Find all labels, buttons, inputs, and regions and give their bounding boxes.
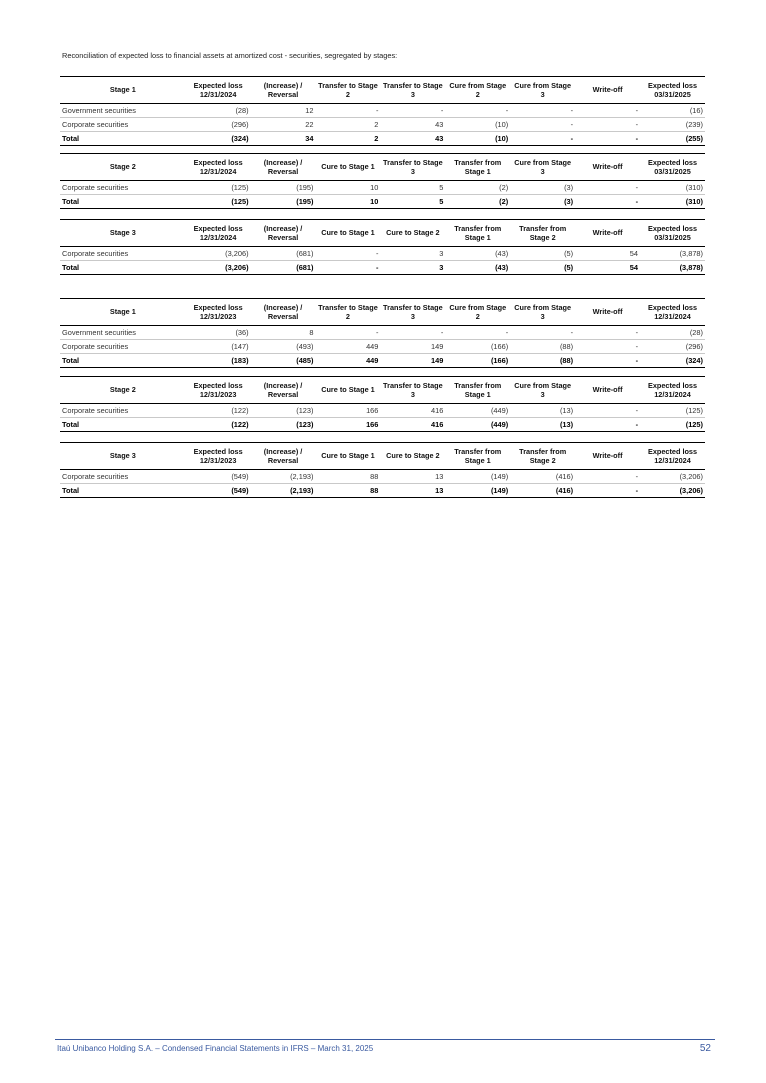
- table-cell: 449: [316, 340, 381, 354]
- table-cell: (3,206): [186, 247, 251, 261]
- total-cell: 166: [316, 418, 381, 432]
- total-cell: 449: [316, 354, 381, 368]
- total-row: [60, 484, 705, 498]
- total-cell: (449): [445, 418, 510, 432]
- column-header: Cure to Stage 1: [321, 385, 375, 395]
- column-header: Transfer from Stage 1: [454, 157, 502, 176]
- total-cell: 10: [316, 195, 381, 209]
- table-cell: (416): [510, 470, 575, 484]
- total-cell: (2): [445, 195, 510, 209]
- table-cell: 2: [316, 118, 381, 132]
- table-cell: (125): [186, 181, 251, 195]
- column-header: Stage 1: [109, 307, 136, 317]
- column-header: Expected loss 12/31/2024: [193, 157, 243, 176]
- table-cell: 54: [575, 247, 640, 261]
- total-cell: (324): [640, 354, 705, 368]
- table-cell: (36): [186, 326, 251, 340]
- table-cell: (195): [251, 181, 316, 195]
- column-header: Expected loss 03/31/2025: [647, 223, 698, 242]
- table-cell: -: [510, 104, 575, 118]
- column-header: (Increase) / Reversal: [263, 223, 303, 242]
- table-row: [60, 404, 705, 418]
- total-cell: 34: [251, 132, 316, 146]
- total-cell: (10): [445, 132, 510, 146]
- column-header: Expected loss 12/31/2024: [647, 446, 698, 465]
- column-header: Cure to Stage 2: [386, 228, 440, 238]
- total-cell: (2,193): [251, 484, 316, 498]
- total-cell: (122): [186, 418, 251, 432]
- column-header: Transfer to Stage 3: [383, 380, 443, 399]
- column-header: Expected loss 12/31/2024: [647, 302, 698, 321]
- total-row: [60, 261, 705, 275]
- total-cell: 3: [380, 261, 445, 275]
- table-cell: (16): [640, 104, 705, 118]
- total-label: Total: [60, 354, 186, 368]
- table-cell: (681): [251, 247, 316, 261]
- table-cell: -: [575, 340, 640, 354]
- total-cell: (125): [640, 418, 705, 432]
- table-cell: (5): [510, 247, 575, 261]
- total-cell: (5): [510, 261, 575, 275]
- table-row: [60, 340, 705, 354]
- table-cell: 5: [380, 181, 445, 195]
- column-header: Transfer to Stage 3: [383, 80, 443, 99]
- total-cell: (549): [186, 484, 251, 498]
- column-header: Stage 3: [109, 451, 136, 461]
- table-cell: 12: [251, 104, 316, 118]
- column-header: Write-off: [592, 85, 623, 95]
- table-cell: (43): [445, 247, 510, 261]
- table-cell: -: [575, 326, 640, 340]
- column-header: Expected loss 12/31/2024: [647, 380, 698, 399]
- total-label: Total: [60, 261, 186, 275]
- table-cell: (2): [445, 181, 510, 195]
- column-header: Cure to Stage 2: [386, 451, 440, 461]
- total-cell: (166): [445, 354, 510, 368]
- row-label: Corporate securities: [60, 470, 186, 484]
- table-cell: -: [575, 181, 640, 195]
- total-cell: -: [575, 195, 640, 209]
- table-cell: (10): [445, 118, 510, 132]
- table-cell: 166: [316, 404, 381, 418]
- page-number: 52: [699, 1043, 711, 1054]
- table-row: [60, 104, 705, 118]
- column-header: Transfer from Stage 1: [454, 223, 502, 242]
- total-cell: (43): [445, 261, 510, 275]
- column-header: Expected loss 12/31/2023: [193, 446, 243, 465]
- table-cell: (239): [640, 118, 705, 132]
- reconciliation-table: [60, 153, 705, 209]
- row-label: Corporate securities: [60, 181, 186, 195]
- total-row: [60, 418, 705, 432]
- table-cell: (449): [445, 404, 510, 418]
- total-cell: -: [575, 418, 640, 432]
- table-cell: 22: [251, 118, 316, 132]
- column-header: Cure to Stage 1: [321, 451, 375, 461]
- column-header: Stage 2: [109, 162, 136, 172]
- table-cell: (122): [186, 404, 251, 418]
- table-cell: -: [316, 326, 381, 340]
- total-cell: (3,206): [186, 261, 251, 275]
- total-cell: -: [316, 261, 381, 275]
- reconciliation-table: [60, 298, 705, 368]
- column-header: Expected loss 12/31/2023: [193, 302, 243, 321]
- reconciliation-table: [60, 442, 705, 498]
- column-header: Transfer from Stage 1: [454, 446, 502, 465]
- column-header: Write-off: [592, 228, 623, 238]
- total-cell: -: [575, 484, 640, 498]
- total-cell: -: [510, 132, 575, 146]
- table-cell: -: [510, 118, 575, 132]
- reconciliation-table: [60, 219, 705, 275]
- table-cell: 8: [251, 326, 316, 340]
- column-header: Transfer from Stage 2: [519, 446, 567, 465]
- table-cell: -: [575, 470, 640, 484]
- table-cell: -: [575, 104, 640, 118]
- total-cell: (485): [251, 354, 316, 368]
- reconciliation-table: [60, 376, 705, 432]
- table-cell: 149: [380, 340, 445, 354]
- total-cell: -: [575, 354, 640, 368]
- table-cell: (28): [186, 104, 251, 118]
- table-cell: -: [510, 326, 575, 340]
- column-header: Transfer from Stage 1: [454, 380, 502, 399]
- column-header: Cure to Stage 1: [321, 162, 375, 172]
- total-cell: (13): [510, 418, 575, 432]
- table-row: [60, 247, 705, 261]
- column-header: Stage 3: [109, 228, 136, 238]
- table-row: [60, 181, 705, 195]
- total-row: [60, 132, 705, 146]
- table-cell: 3: [380, 247, 445, 261]
- table-cell: -: [445, 104, 510, 118]
- total-cell: 88: [316, 484, 381, 498]
- column-header: Cure from Stage 3: [514, 302, 572, 321]
- total-cell: (149): [445, 484, 510, 498]
- row-label: Corporate securities: [60, 404, 186, 418]
- footer-divider: [55, 1039, 715, 1040]
- column-header: (Increase) / Reversal: [263, 80, 303, 99]
- total-row: [60, 195, 705, 209]
- total-cell: 149: [380, 354, 445, 368]
- table-cell: -: [316, 247, 381, 261]
- total-label: Total: [60, 132, 186, 146]
- column-header: Expected loss 12/31/2024: [193, 223, 243, 242]
- total-cell: 2: [316, 132, 381, 146]
- column-header: Cure from Stage 3: [514, 157, 572, 176]
- column-header: Write-off: [592, 385, 623, 395]
- column-header: Expected loss 12/31/2023: [193, 380, 243, 399]
- total-cell: 13: [380, 484, 445, 498]
- total-cell: (310): [640, 195, 705, 209]
- intro-text: Reconciliation of expected loss to financial assets at amortized cost - securities, segregated by stages:: [62, 51, 398, 60]
- column-header: Cure from Stage 3: [514, 80, 572, 99]
- table-cell: (28): [640, 326, 705, 340]
- table-cell: 416: [380, 404, 445, 418]
- column-header: (Increase) / Reversal: [263, 446, 303, 465]
- column-header: Transfer to Stage 3: [383, 157, 443, 176]
- table-cell: 88: [316, 470, 381, 484]
- column-header: Transfer to Stage 3: [383, 302, 443, 321]
- column-header: Transfer to Stage 2: [318, 302, 378, 321]
- table-cell: 43: [380, 118, 445, 132]
- table-cell: (310): [640, 181, 705, 195]
- total-cell: (3,878): [640, 261, 705, 275]
- column-header: Cure from Stage 3: [514, 380, 572, 399]
- table-cell: (493): [251, 340, 316, 354]
- table-cell: (3): [510, 181, 575, 195]
- total-cell: (125): [186, 195, 251, 209]
- column-header: Stage 2: [109, 385, 136, 395]
- table-cell: (123): [251, 404, 316, 418]
- table-cell: (296): [186, 118, 251, 132]
- total-cell: (255): [640, 132, 705, 146]
- total-cell: (195): [251, 195, 316, 209]
- table-cell: 13: [380, 470, 445, 484]
- table-cell: -: [316, 104, 381, 118]
- total-cell: -: [575, 132, 640, 146]
- row-label: Corporate securities: [60, 118, 186, 132]
- table-row: [60, 326, 705, 340]
- footer-text: Itaú Unibanco Holding S.A. – Condensed Financial Statements in IFRS – March 31, 2025: [57, 1044, 374, 1053]
- column-header: Write-off: [592, 162, 623, 172]
- column-header: Cure to Stage 1: [321, 228, 375, 238]
- column-header: (Increase) / Reversal: [263, 302, 303, 321]
- table-row: [60, 470, 705, 484]
- table-row: [60, 118, 705, 132]
- table-cell: (149): [445, 470, 510, 484]
- total-cell: (324): [186, 132, 251, 146]
- row-label: Government securities: [60, 326, 186, 340]
- total-cell: (3,206): [640, 484, 705, 498]
- column-header: Cure from Stage 2: [449, 302, 507, 321]
- table-cell: -: [575, 118, 640, 132]
- total-cell: (416): [510, 484, 575, 498]
- row-label: Government securities: [60, 104, 186, 118]
- table-cell: (88): [510, 340, 575, 354]
- column-header: (Increase) / Reversal: [263, 157, 303, 176]
- row-label: Corporate securities: [60, 247, 186, 261]
- column-header: Cure from Stage 2: [449, 80, 507, 99]
- table-cell: (13): [510, 404, 575, 418]
- total-cell: (88): [510, 354, 575, 368]
- column-header: Write-off: [592, 307, 623, 317]
- table-cell: (3,878): [640, 247, 705, 261]
- table-cell: 10: [316, 181, 381, 195]
- total-cell: 43: [380, 132, 445, 146]
- total-cell: (681): [251, 261, 316, 275]
- row-label: Corporate securities: [60, 340, 186, 354]
- total-label: Total: [60, 484, 186, 498]
- column-header: Transfer to Stage 2: [318, 80, 378, 99]
- table-cell: (166): [445, 340, 510, 354]
- total-label: Total: [60, 195, 186, 209]
- reconciliation-table: [60, 76, 705, 146]
- table-cell: (2,193): [251, 470, 316, 484]
- column-header: Expected loss 03/31/2025: [647, 157, 698, 176]
- table-cell: -: [445, 326, 510, 340]
- table-cell: -: [575, 404, 640, 418]
- table-cell: (125): [640, 404, 705, 418]
- total-cell: 5: [380, 195, 445, 209]
- total-row: [60, 354, 705, 368]
- table-cell: -: [380, 104, 445, 118]
- column-header: Write-off: [592, 451, 623, 461]
- table-cell: (147): [186, 340, 251, 354]
- total-cell: 416: [380, 418, 445, 432]
- table-cell: (549): [186, 470, 251, 484]
- total-label: Total: [60, 418, 186, 432]
- column-header: Stage 1: [109, 85, 136, 95]
- table-cell: -: [380, 326, 445, 340]
- total-cell: (183): [186, 354, 251, 368]
- table-cell: (3,206): [640, 470, 705, 484]
- column-header: Expected loss 12/31/2024: [193, 80, 243, 99]
- total-cell: (123): [251, 418, 316, 432]
- column-header: Expected loss 03/31/2025: [647, 80, 698, 99]
- column-header: Transfer from Stage 2: [519, 223, 567, 242]
- column-header: (Increase) / Reversal: [263, 380, 303, 399]
- table-cell: (296): [640, 340, 705, 354]
- total-cell: (3): [510, 195, 575, 209]
- total-cell: 54: [575, 261, 640, 275]
